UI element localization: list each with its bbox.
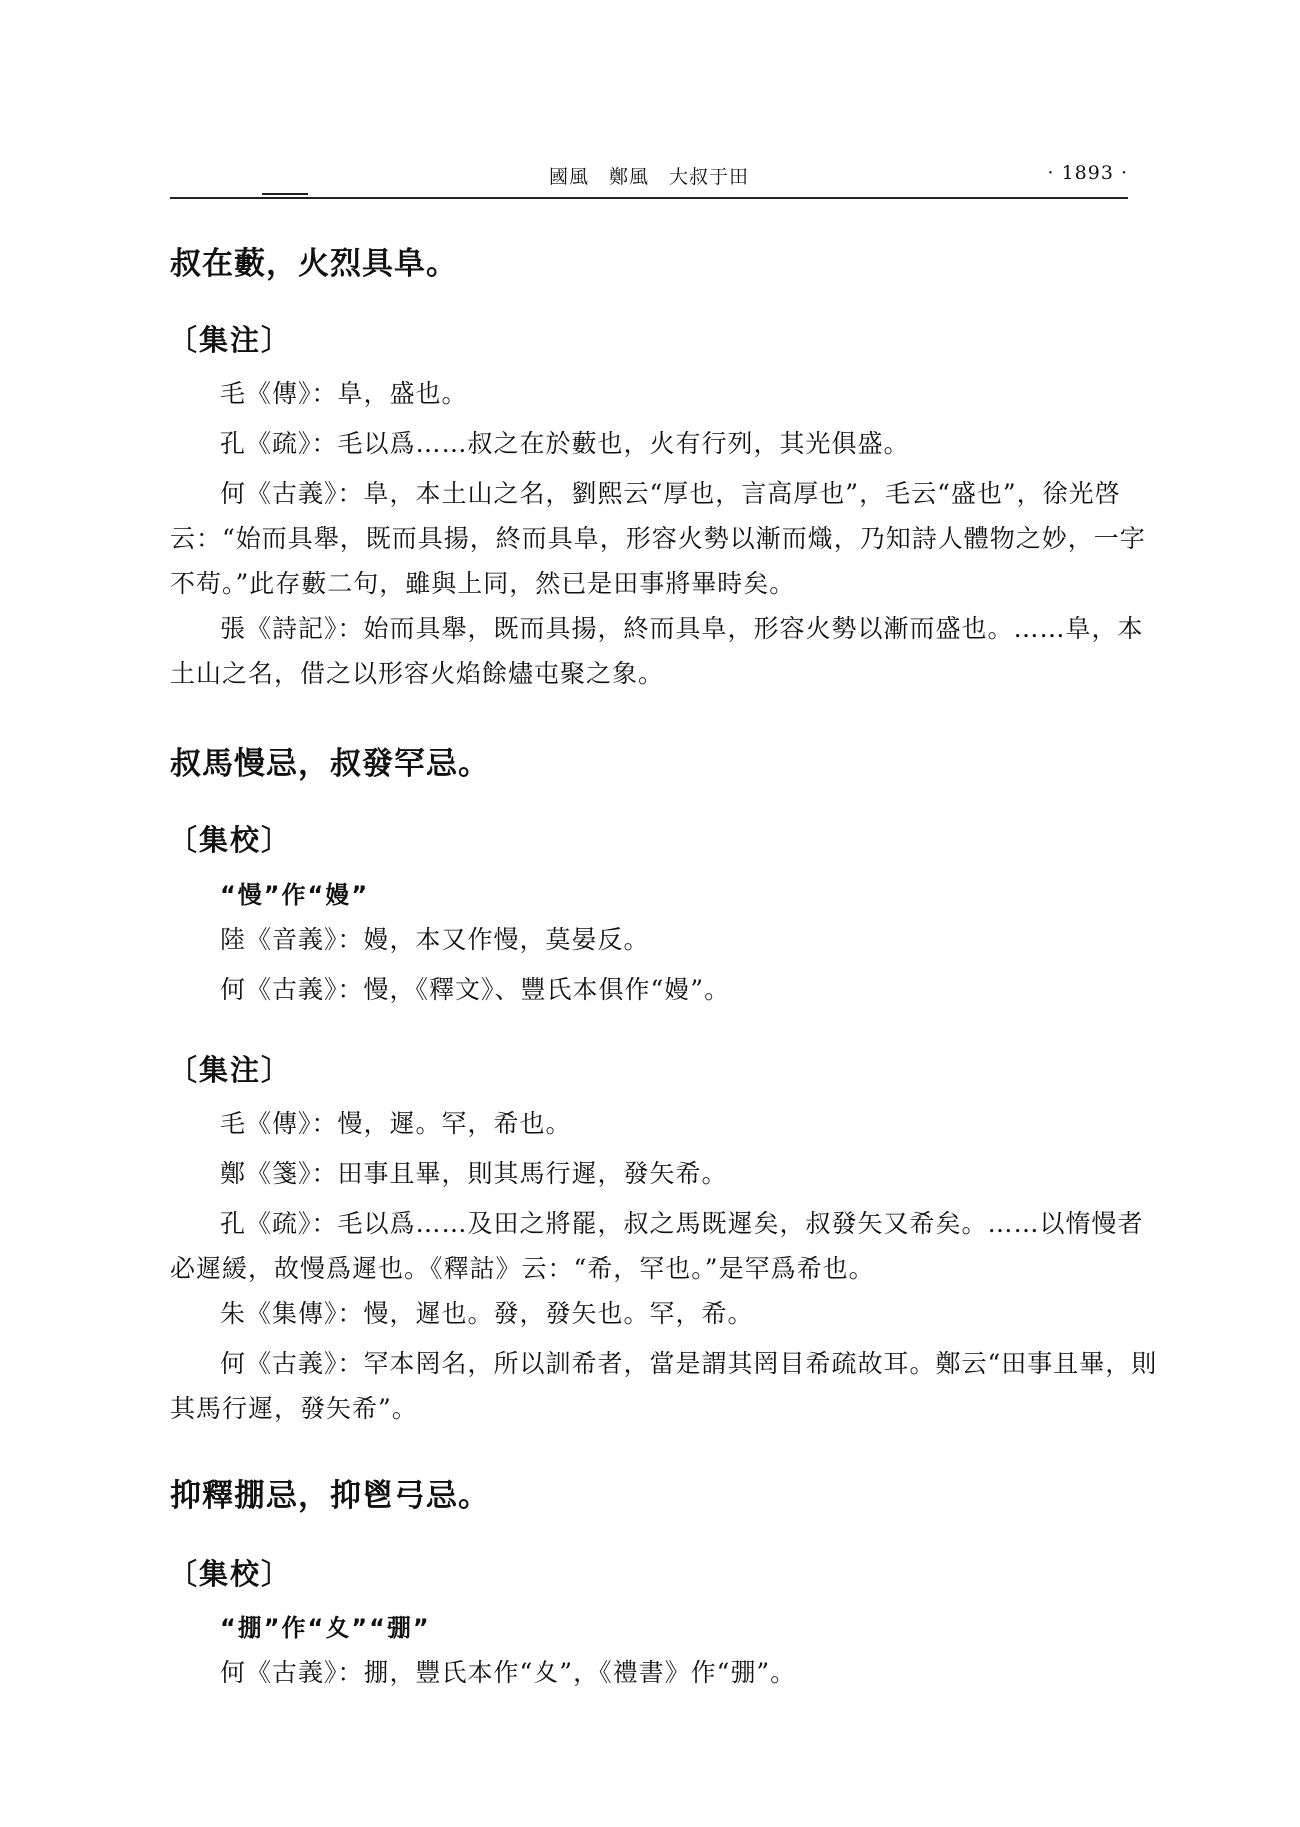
commentary-paragraph: 何《古義》：罕本罔名，所以訓希者，當是謂其罔目希疏故耳。鄭云“田事且畢，則其馬行遲，發矢希”。 bbox=[170, 1349, 1158, 1423]
running-title: 國風 鄭風 大叔于田 bbox=[548, 166, 749, 188]
commentary-paragraph: 何《古義》：阜，本土山之名，劉熙云“厚也，言高厚也”，毛云“盛也”，徐光啓云：“始而具舉，既而具揚，終而具阜，形容火勢以漸而熾，乃知詩人體物之妙，一字不苟。”此存藪二句，雖與上同，然已是田事將畢時矣。 bbox=[170, 479, 1146, 598]
collation-paragraph: 何《古義》：掤，豐氏本作“夊”，《禮書》作“弸”。 bbox=[220, 1658, 797, 1687]
section-label-collation: 〔集校〕 bbox=[168, 1557, 293, 1591]
verse-heading: 抑釋掤忌，抑鬯弓忌。 bbox=[170, 1478, 490, 1514]
header-rule bbox=[170, 197, 1128, 199]
commentary-paragraph: 鄭《箋》：田事且畢，則其馬行遲，發矢希。 bbox=[220, 1159, 728, 1188]
commentary-paragraph: 張《詩記》：始而具舉，既而具揚，終而具阜，形容火勢以漸而盛也。……阜，本土山之名，借之以形容火焰餘燼屯聚之象。 bbox=[170, 614, 1144, 688]
commentary-paragraph: 毛《傳》：阜，盛也。 bbox=[220, 379, 468, 408]
variant-heading: “慢”作“嫚” bbox=[220, 881, 370, 909]
section-label-annotation: 〔集注〕 bbox=[168, 1053, 293, 1087]
verse-heading: 叔在藪，火烈具阜。 bbox=[170, 246, 458, 282]
collation-paragraph: 陸《音義》：嫚，本又作慢，莫晏反。 bbox=[220, 925, 650, 954]
commentary-paragraph: 孔《疏》：毛以爲……叔之在於藪也，火有行列，其光俱盛。 bbox=[220, 429, 910, 458]
commentary-paragraph: 朱《集傳》：慢，遲也。發，發矢也。罕，希。 bbox=[220, 1299, 754, 1328]
running-header bbox=[170, 158, 1128, 190]
verse-heading: 叔馬慢忌，叔發罕忌。 bbox=[170, 746, 490, 782]
section-label-annotation: 〔集注〕 bbox=[168, 323, 293, 357]
header-rule-mark bbox=[262, 193, 308, 195]
commentary-paragraph: 孔《疏》：毛以爲……及田之將罷，叔之馬既遲矣，叔發矢又希矣。……以惰慢者必遲緩，故慢爲遲也。《釋詁》云：“希，罕也。”是罕爲希也。 bbox=[170, 1209, 1144, 1283]
collation-paragraph: 何《古義》：慢，《釋文》、豐氏本俱作“嫚”。 bbox=[220, 975, 731, 1004]
commentary-paragraph: 毛《傳》：慢，遲。罕，希也。 bbox=[220, 1109, 572, 1138]
section-label-collation: 〔集校〕 bbox=[168, 823, 293, 857]
page-number: · 1893 · bbox=[1047, 162, 1128, 184]
variant-heading: “掤”作“夊”“弸” bbox=[220, 1614, 431, 1642]
